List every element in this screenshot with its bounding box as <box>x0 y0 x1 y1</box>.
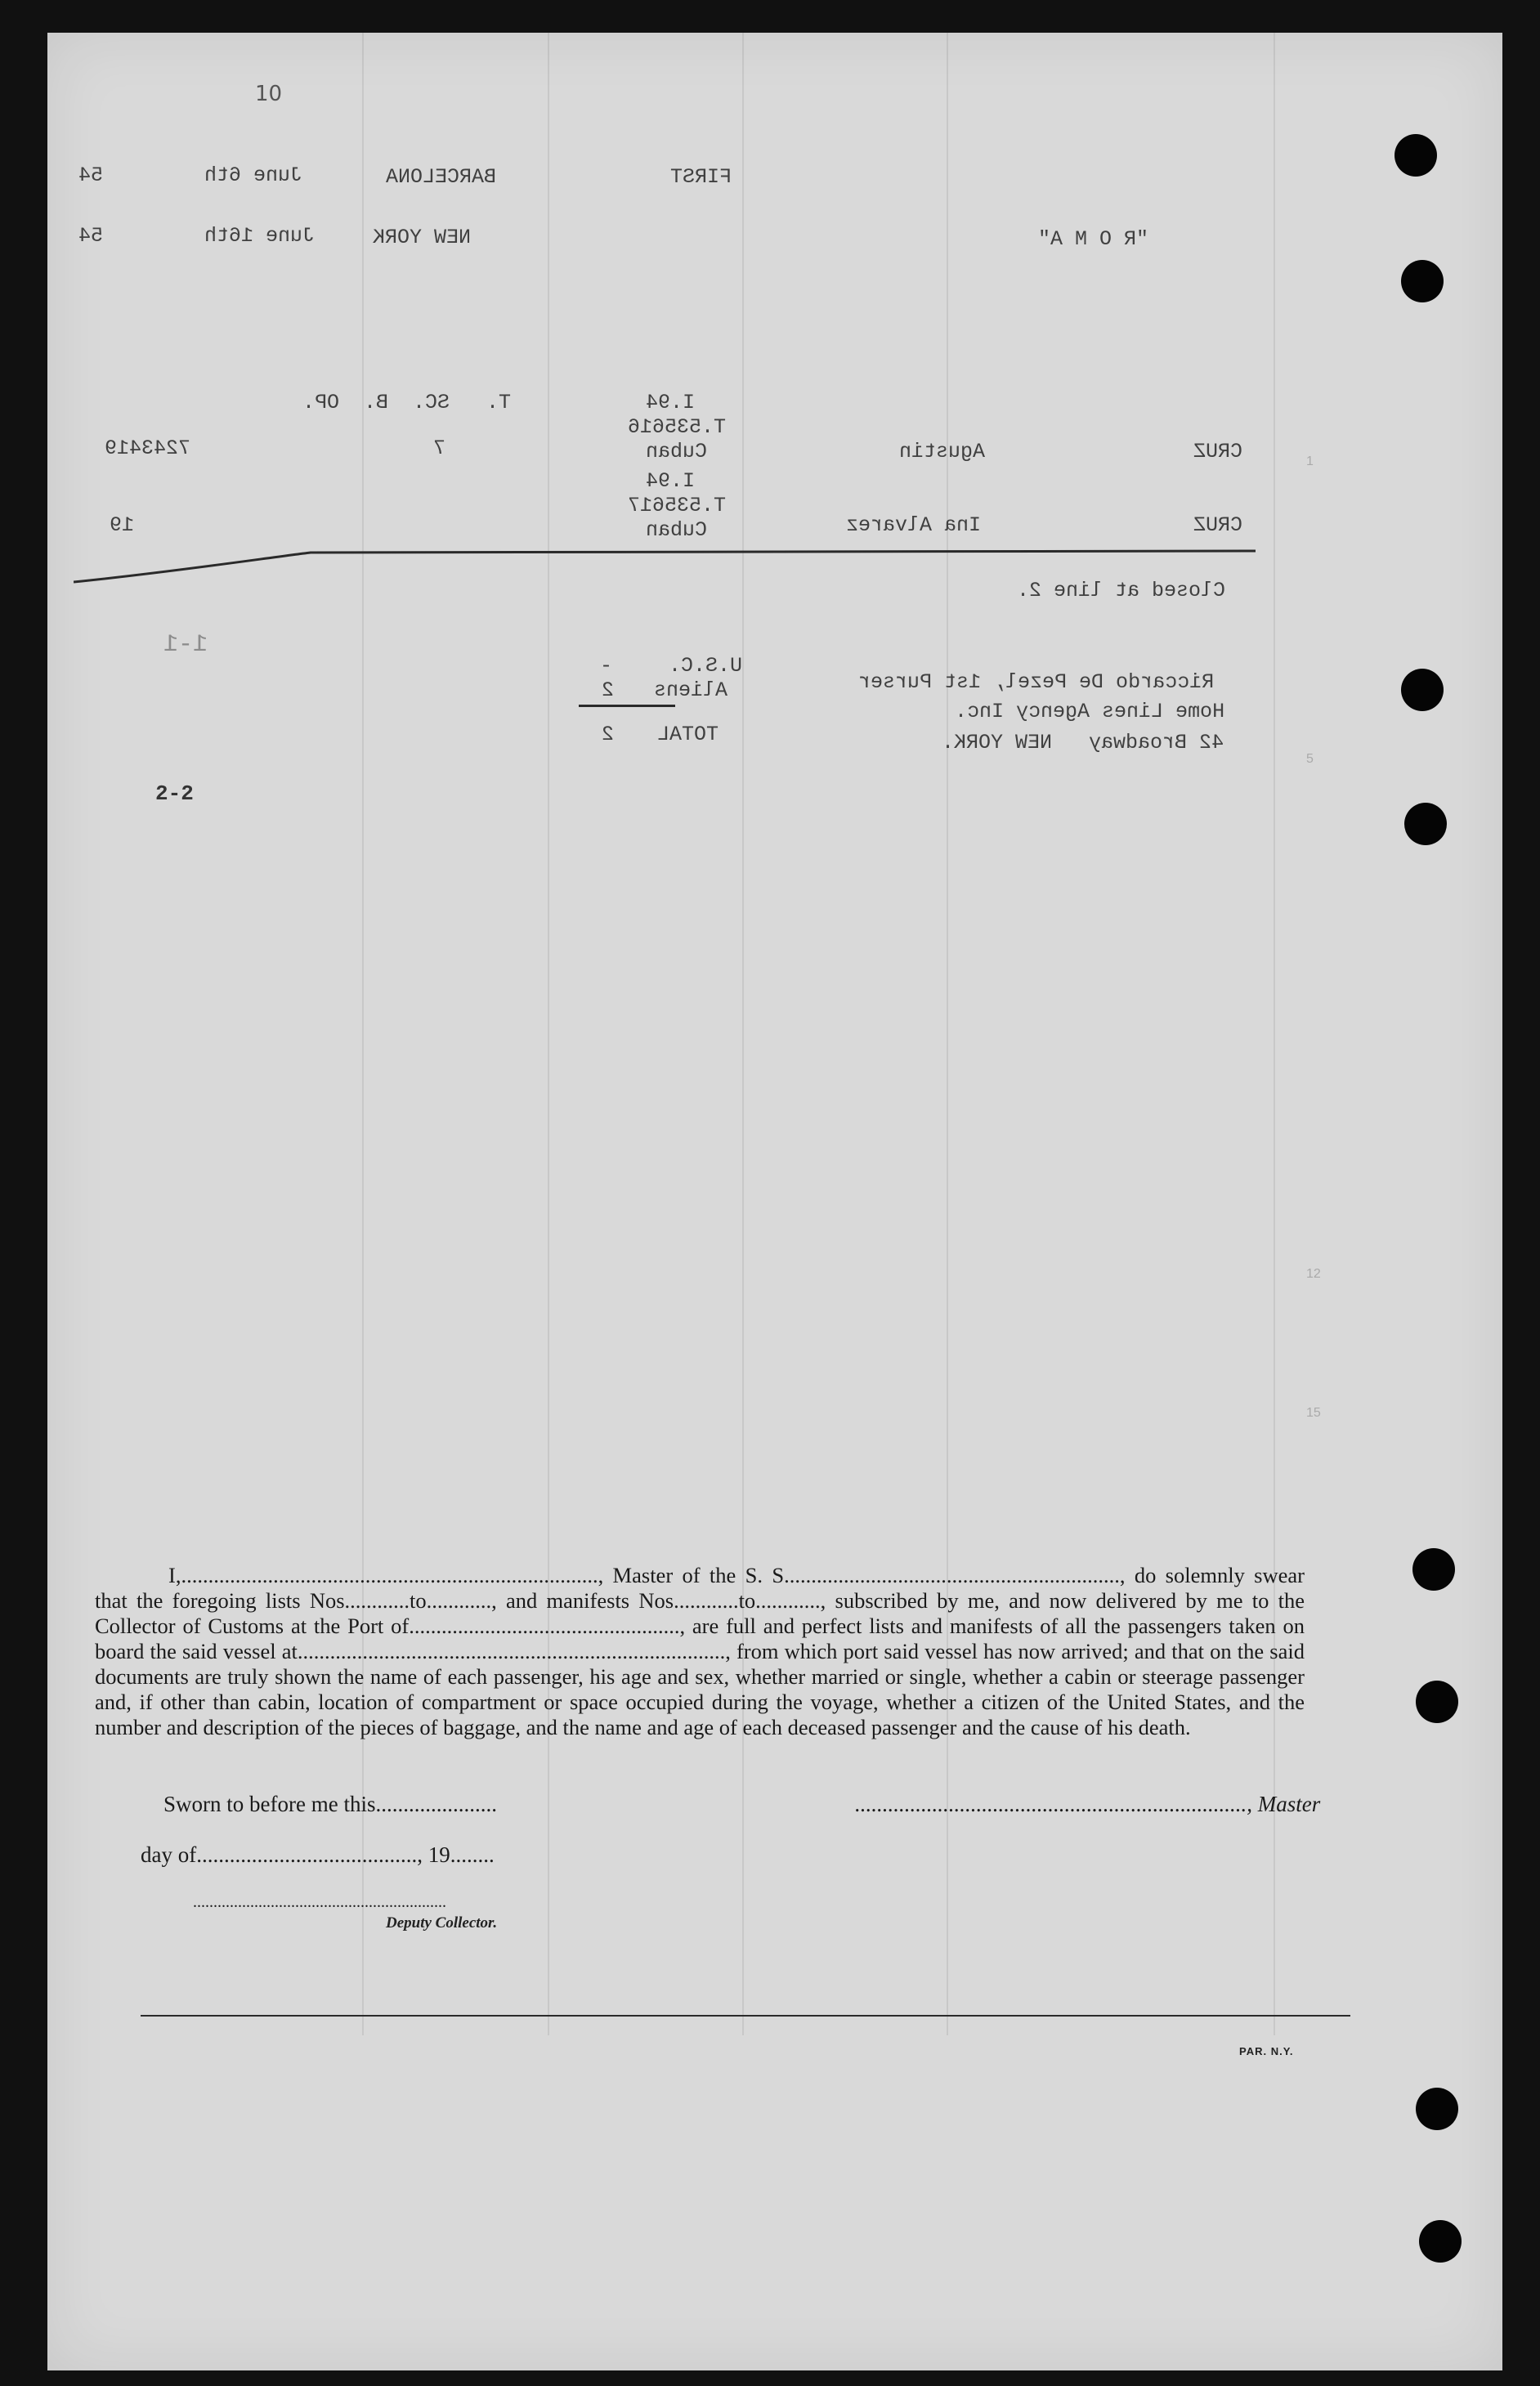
purser-line: Riccardo De Pezel, 1st Purser <box>858 670 1215 694</box>
passenger-nationality-line: I.94 <box>646 391 696 414</box>
aliens-value: 2 <box>602 678 615 702</box>
passenger-nationality-line: Cuban <box>646 440 708 463</box>
departure-port: BARCELONA <box>386 165 497 189</box>
passenger-surname: CRUZ <box>1193 513 1243 537</box>
passenger-number: 19 <box>110 513 135 537</box>
punch-hole <box>1401 669 1444 711</box>
deputy-signature-line: .............................................................. <box>193 1893 446 1911</box>
punch-hole <box>1401 260 1444 302</box>
punch-hole <box>1404 803 1447 845</box>
punch-hole <box>1416 2088 1458 2130</box>
arrival-date: June 16th <box>204 224 316 248</box>
passenger-nationality-line: T.535616 <box>628 415 727 439</box>
punch-hole <box>1416 1681 1458 1723</box>
punch-hole <box>1419 2220 1462 2263</box>
bottom-rule <box>141 2015 1350 2017</box>
punch-hole <box>1412 1548 1455 1591</box>
punch-hole <box>1395 134 1437 177</box>
usc-label: U.S.C. <box>669 654 743 678</box>
passenger-number: 7243419 <box>105 436 191 460</box>
passenger-codes: T. SC. B. OP. <box>302 391 512 414</box>
passenger-nationality-line: T.535617 <box>628 494 727 517</box>
day-of-line: day of........................................, 19........ <box>141 1842 495 1867</box>
line-number: 5 <box>1306 752 1314 766</box>
aliens-label: Aliens <box>654 678 728 702</box>
class-label: FIRST <box>670 165 732 189</box>
purser-line: 42 Broadway NEW YORK. <box>942 731 1224 754</box>
total-label: TOTAL <box>657 723 719 746</box>
oath-paragraph <box>95 1563 1305 1740</box>
purser-line: Home Lines Agency Inc. <box>955 700 1225 723</box>
oath-text: I,............................................................................., Master of the S. S.............................................................., do solemnly swear that the foregoing lists Nos............to............, and manifests Nos............to............, subscribed by me, and now delivered by me to the Collector of Customs at the Port of.................................................., are full and perfect lists and manifests of all the passengers taken on board the said vessel at..............................................................................., from which port said vessel has now arrived; and that on the said documents are truly shown the name of each passenger, his age and sex, whether married or single, whether a cabin or steerage passenger and, if other than cabin, location of compartment or space occupied during the voyage, whether a citizen of the United States, and the number and description of the pieces of baggage, and the name and age of each deceased passenger and the cause of his death. <box>95 1563 1305 1739</box>
ship-name: "R O M A" <box>1038 227 1149 251</box>
passenger-given-name: Agustin <box>899 440 986 463</box>
passenger-nationality-line: I.94 <box>646 469 696 493</box>
arrival-year: 54 <box>78 224 104 248</box>
footer-code: PAR. N.Y. <box>1239 2045 1294 2057</box>
master-signature-line: ......................................................................., Master <box>855 1792 1321 1816</box>
line-number: 12 <box>1306 1267 1321 1281</box>
line-number: 15 <box>1306 1406 1321 1420</box>
passenger-surname: CRUZ <box>1193 440 1243 463</box>
margin-mark: 1-1 <box>163 631 208 659</box>
stamp-mark: 2-2 <box>155 781 194 806</box>
arrival-port: NEW YORK <box>373 226 472 249</box>
deputy-collector-label: Deputy Collector. <box>386 1914 498 1932</box>
sworn-line: Sworn to before me this...................... <box>163 1792 497 1816</box>
passenger-age: 7 <box>433 436 446 460</box>
passenger-nationality-line: Cuban <box>646 518 708 542</box>
departure-year: 54 <box>78 163 104 187</box>
totals-rule <box>579 705 675 707</box>
departure-date: June 6th <box>204 163 303 187</box>
passenger-given-name: Ina Alvarez <box>846 513 982 537</box>
closing-note: Closed at line 2. <box>1017 579 1226 602</box>
page-number: 10 <box>255 82 283 106</box>
usc-value: - <box>600 654 613 678</box>
manifest-sheet <box>47 33 1502 2370</box>
total-value: 2 <box>602 723 615 746</box>
line-number: 1 <box>1306 454 1314 468</box>
